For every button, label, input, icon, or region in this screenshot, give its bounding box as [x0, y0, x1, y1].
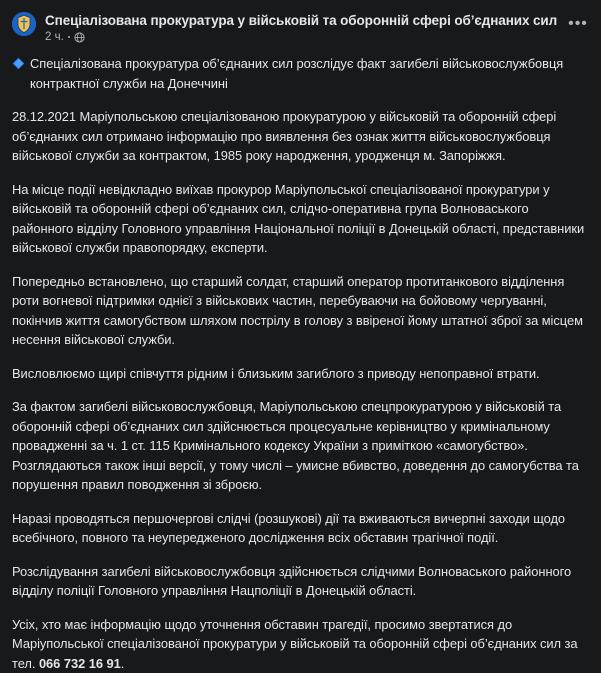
post-contact-paragraph [12, 615, 589, 673]
post-body [12, 54, 589, 673]
post-meta [45, 30, 558, 44]
post-lead-text: Спеціалізована прокуратура об’єднаних сил розслідує факт загибелі військовослужбовця контрактної служби на Донеччині [30, 54, 589, 93]
post-paragraph: Розслідування загибелі військовослужбовця здійснюється слідчими Волноваського районного відділу поліції Головного управління Нацполіції в Донецькій області. [12, 562, 589, 601]
contact-phone-number[interactable]: 066 732 16 91 [39, 656, 121, 671]
more-options-icon[interactable]: ••• [567, 13, 589, 35]
post-paragraph: Попередньо встановлено, що старший солдат, старший оператор протитанкового відділення роти вогневої підтримки однієї з військових частин, перебуваючи на бойовому чергуванні, покінчив життя самогубством шляхом пострілу в голову з ввіреної йому штатної зброї за місцем несення військової служби. [12, 272, 589, 350]
post-paragraph: На місце події невідкладно виїхав прокурор Маріупольської спеціалізованої прокуратури у військовій та оборонній сфері об’єднаних сил, слідчо-оперативна група Волноваського районного відділу Головного управління Національної поліції в Донецькій області, представники військової служби правопорядку, експерти. [12, 180, 589, 258]
page-avatar-image [12, 12, 36, 36]
avatar[interactable] [12, 12, 36, 36]
post-paragraph: Наразі проводяться першочергові слідчі (розшукові) дії та вживаються вичерпні заходи щодо всебічного, повного та неупередженого дослідження всіх обставин трагічної події. [12, 509, 589, 548]
post-paragraph: Висловлюємо щирі співчуття рідним і близьким загиблого з приводу непоправної втрати. [12, 364, 589, 384]
globe-icon [74, 32, 85, 43]
meta-separator-dot [68, 36, 70, 38]
page-name[interactable]: Спеціалізована прокуратура у військовій та оборонній сфері об’єднаних сил [45, 12, 558, 29]
post-header [12, 10, 589, 46]
post-timestamp[interactable]: 2 ч. [45, 30, 64, 44]
post-paragraph: За фактом загибелі військовослужбовця, Маріупольською спецпрокуратурою у військовій та оборонній сфері об’єднаних сил здійснюється процесуальне керівництво у кримінальному провадженні за ч. 1 ст. 115 Кримінального кодексу України з приміткою «самогубство». Розглядаються також інші версії, у тому числі – умисне вбивство, доведення до самогубства та порушення правил поводження зі зброєю. [12, 397, 589, 495]
contact-text-prefix: Усіх, хто має інформацію щодо уточнення обставин трагедії, просимо звертатися до Маріупольської спеціалізованої прокуратури у військовій та оборонній сфері об’єднаних сил за тел. [12, 617, 578, 671]
post-header-text [45, 12, 558, 44]
post-paragraph: 28.12.2021 Маріупольською спеціалізованою прокуратурою у військовій та оборонній сфері об’єднаних сил отримано інформацію про виявлення без ознак життя військовослужбовця військової служби за контрактом, 1985 року народження, уродженця м. Запоріжжя. [12, 107, 589, 166]
post-lead [12, 54, 589, 93]
blue-diamond-icon [12, 56, 25, 76]
contact-text-suffix: . [121, 656, 125, 671]
